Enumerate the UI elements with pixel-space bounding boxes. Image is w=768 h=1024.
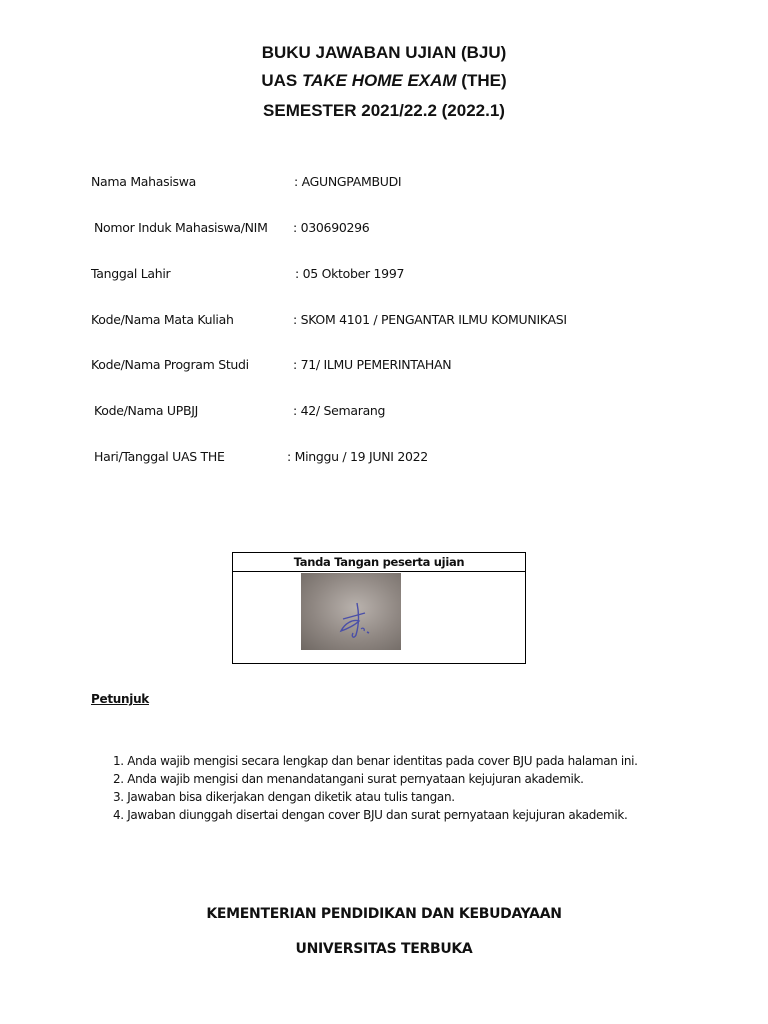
signature-scribble: [301, 573, 401, 650]
instructions-title: Petunjuk: [91, 692, 149, 706]
field-label-nama: Nama Mahasiswa: [91, 174, 197, 189]
field-label-upbjj: Kode/Nama UPBJJ: [94, 403, 199, 418]
field-value-hari-tanggal: : Minggu / 19 JUNI 2022: [287, 449, 428, 464]
list-item: 4. Jawaban diunggah disertai dengan cover BJU dan surat pernyataan kejujuran akademik.: [113, 808, 628, 822]
field-value-mata-kuliah: : SKOM 4101 / PENGANTAR ILMU KOMUNIKASI: [293, 312, 567, 327]
footer-university: UNIVERSITAS TERBUKA: [295, 941, 473, 957]
field-value-program-studi: : 71/ ILMU PEMERINTAHAN: [293, 357, 452, 372]
title-suffix: (THE): [456, 71, 507, 90]
field-value-nim: : 030690296: [293, 220, 370, 235]
signature-heading: Tanda Tangan peserta ujian: [233, 553, 525, 572]
doc-title-line3: SEMESTER 2021/22.2 (2022.1): [263, 101, 505, 120]
field-label-hari-tanggal: Hari/Tanggal UAS THE: [94, 449, 225, 464]
doc-title-line1: BUKU JAWABAN UJIAN (BJU): [261, 43, 507, 62]
instructions-list: [113, 752, 638, 824]
field-label-tanggal-lahir: Tanggal Lahir: [91, 266, 171, 281]
signature-image: [301, 573, 401, 650]
title-italic: TAKE HOME EXAM: [302, 71, 457, 90]
title-prefix: UAS: [261, 71, 302, 90]
list-item: 1. Anda wajib mengisi secara lengkap dan benar identitas pada cover BJU pada halaman ini.: [113, 754, 638, 768]
field-value-upbjj: : 42/ Semarang: [293, 403, 386, 418]
signature-box: [232, 552, 526, 664]
field-value-tanggal-lahir: : 05 Oktober 1997: [295, 266, 405, 281]
list-item: 2. Anda wajib mengisi dan menandatangani surat pernyataan kejujuran akademik.: [113, 772, 584, 786]
field-label-program-studi: Kode/Nama Program Studi: [91, 357, 249, 372]
footer-ministry: KEMENTERIAN PENDIDIKAN DAN KEBUDAYAAN: [206, 906, 562, 922]
field-label-mata-kuliah: Kode/Nama Mata Kuliah: [91, 312, 234, 327]
doc-title-line2: [0, 71, 768, 91]
field-label-nim: Nomor Induk Mahasiswa/NIM: [94, 220, 268, 235]
list-item: 3. Jawaban bisa dikerjakan dengan diketik atau tulis tangan.: [113, 790, 455, 804]
field-value-nama: : AGUNGPAMBUDI: [294, 174, 402, 189]
